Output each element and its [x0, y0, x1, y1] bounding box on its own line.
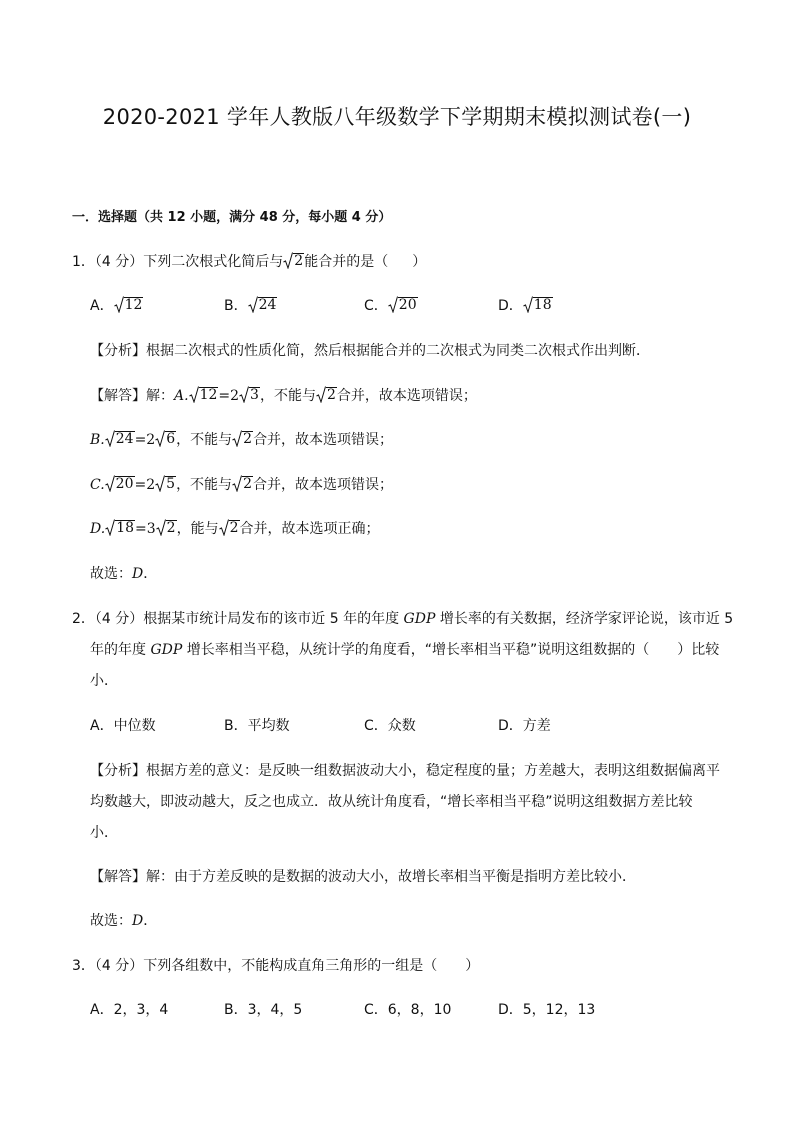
q3-option-b[interactable]: B．3，4，5	[224, 1002, 303, 1018]
sqrt-2: 2	[283, 252, 304, 269]
q1-final-choice: 故选：D．	[90, 566, 158, 582]
question-2-stem-line-2: 年的年度 GDP 增长率相当平稳，从统计学的角度看，“增长率相当平稳”说明这组数据的（ ）比较	[90, 642, 720, 658]
q1-analysis: 【分析】根据二次根式的性质化简，然后根据能合并的二次根式为同类二次根式作出判断．	[90, 343, 650, 359]
q2-option-b[interactable]: B．平均数	[224, 718, 290, 734]
sqrt-radical: 18	[523, 296, 553, 313]
q2-option-a[interactable]: A．中位数	[90, 718, 156, 734]
sqrt-radical: 24	[248, 296, 278, 313]
section-heading: 一．选择题（共 12 小题，满分 48 分，每小题 4 分）	[72, 210, 392, 225]
q2-final-choice: 故选：D．	[90, 913, 158, 929]
q1-solution-line-b: B. 24 =2 6 ，不能与 2 合并，故本选项错误；	[90, 431, 394, 448]
q1-option-d[interactable]: D． 18	[498, 297, 552, 314]
q3-option-c[interactable]: C．6，8，10	[364, 1002, 452, 1018]
sqrt-radical: 12	[114, 296, 144, 313]
page-title: 2020-2021 学年人教版八年级数学下学期期末模拟测试卷(一)	[102, 105, 692, 129]
q2-analysis-line-3: 小．	[90, 825, 118, 841]
question-2-stem-line-3: 小．	[90, 673, 118, 689]
question-1-stem: 1．（4 分）下列二次根式化简后与 2 能合并的是（ ）	[72, 253, 427, 270]
q1-option-b[interactable]: B． 24	[224, 297, 277, 314]
q3-option-a[interactable]: A．2，3，4	[90, 1002, 169, 1018]
q1-option-c[interactable]: C． 20	[364, 297, 417, 314]
q2-option-d[interactable]: D．方差	[498, 718, 551, 734]
q1-solution-line-a: 【解答】解：A. 12 =2 3 ，不能与 2 合并，故本选项错误；	[90, 387, 477, 404]
q2-solution: 【解答】解：由于方差反映的是数据的波动大小，故增长率相当平衡是指明方差比较小．	[90, 869, 636, 885]
q1-solution-line-d: D. 18 =3 2 ，能与 2 合并，故本选项正确；	[90, 520, 380, 537]
q2-analysis-line-1: 【分析】根据方差的意义：是反映一组数据波动大小，稳定程度的量；方差越大，表明这组数据偏离平	[90, 763, 720, 779]
q2-option-c[interactable]: C．众数	[364, 718, 416, 734]
sqrt-radical: 20	[388, 296, 418, 313]
question-3-stem: 3．（4 分）下列各组数中，不能构成直角三角形的一组是（ ）	[72, 958, 480, 974]
q1-option-a[interactable]: A． 12	[90, 297, 143, 314]
question-2-stem-line-1: 2．（4 分）根据某市统计局发布的该市近 5 年的年度 GDP 增长率的有关数据，经济学家评论说，该市近 5	[72, 611, 734, 627]
q3-option-d[interactable]: D．5，12，13	[498, 1002, 596, 1018]
q1-solution-line-c: C. 20 =2 5 ，不能与 2 合并，故本选项错误；	[90, 476, 393, 493]
q2-analysis-line-2: 均数越大，即波动越大，反之也成立．故从统计角度看，“增长率相当平稳”说明这组数据方差比较	[90, 794, 693, 810]
